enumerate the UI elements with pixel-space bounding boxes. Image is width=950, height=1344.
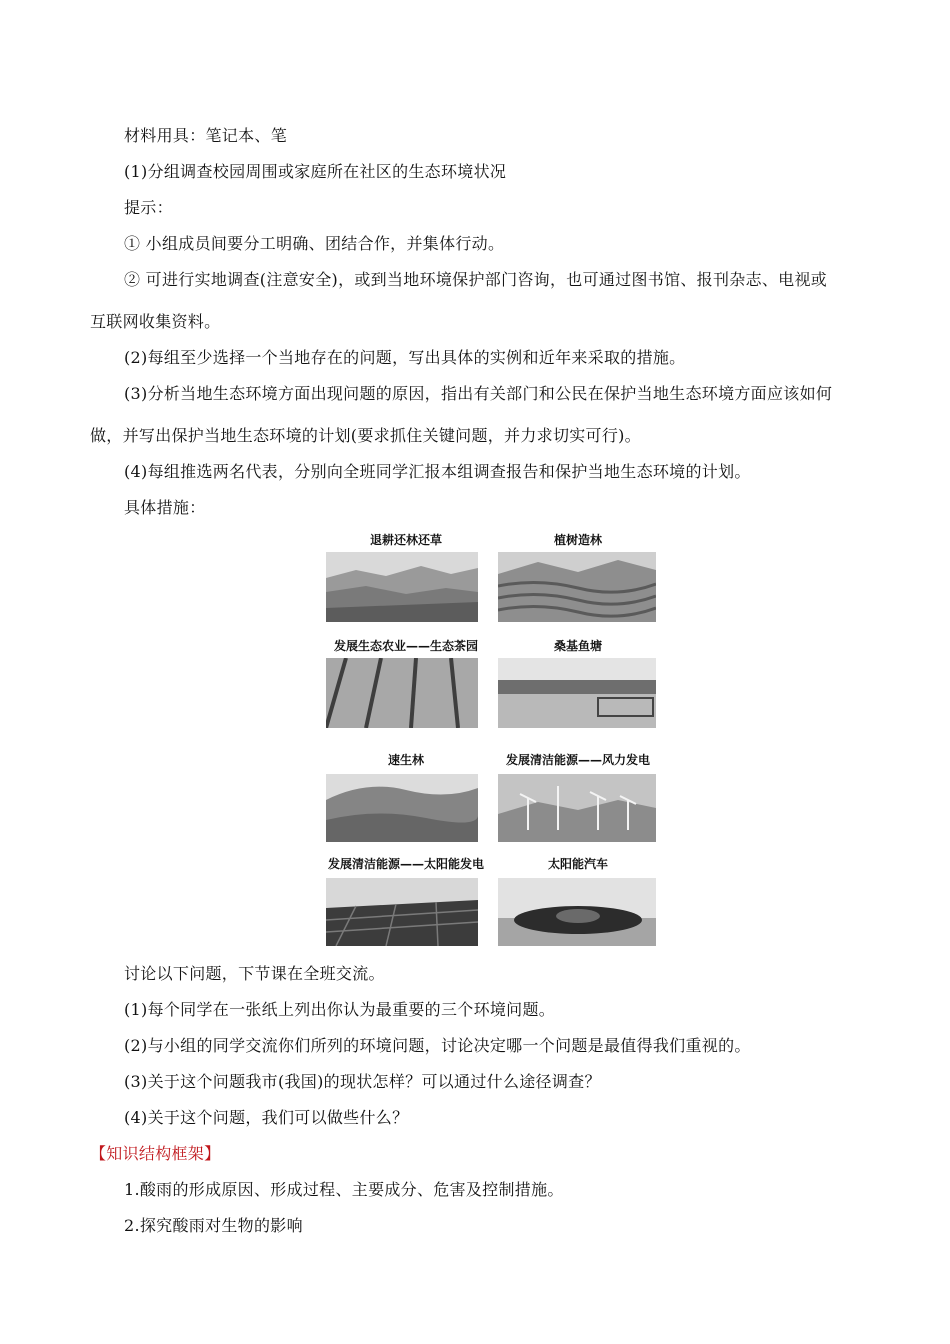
step-4: (4)每组推选两名代表，分别向全班同学汇报本组调查报告和保护当地生态环境的计划。 [124, 462, 751, 481]
measure-caption: 发展生态农业——生态茶园 [333, 639, 478, 653]
step-3-line-2: 做，并写出保护当地生态环境的计划(要求抓住关键问题，并力求切实可行)。 [90, 426, 641, 445]
framework-heading: 【知识结构框架】 [90, 1144, 221, 1163]
measure-caption: 发展清洁能源——太阳能发电 [327, 857, 484, 871]
measure-caption: 太阳能汽车 [547, 857, 608, 871]
framework-item-2: 2.探究酸雨对生物的影响 [124, 1216, 303, 1235]
step-2: (2)每组至少选择一个当地存在的问题，写出具体的实例和近年来采取的措施。 [124, 348, 686, 367]
materials-line: 材料用具：笔记本、笔 [124, 126, 288, 145]
tea-garden-photo-icon [326, 658, 478, 728]
wind-turbines-photo-icon [498, 774, 656, 842]
hillside-planting-photo-icon [498, 552, 656, 622]
discussion-intro: 讨论以下问题，下节课在全班交流。 [124, 964, 385, 983]
measure-caption: 退耕还林还草 [369, 533, 442, 547]
grassland-photo-icon [326, 552, 478, 622]
discussion-q1: (1)每个同学在一张纸上列出你认为最重要的三个环境问题。 [124, 1000, 556, 1019]
framework-item-1: 1.酸雨的形成原因、形成过程、主要成分、危害及控制措施。 [124, 1180, 564, 1199]
measures-figure [322, 530, 662, 948]
solar-panels-photo-icon [326, 878, 478, 946]
step-1: (1)分组调查校园周围或家庭所在社区的生态环境状况 [124, 162, 507, 181]
hint-2-line-2: 互联网收集资料。 [90, 312, 221, 331]
fast-growing-forest-photo-icon [326, 774, 478, 842]
fish-pond-photo-icon [498, 658, 656, 728]
discussion-q2: (2)与小组的同学交流你们所列的环境问题，讨论决定哪一个问题是最值得我们重视的。 [124, 1036, 751, 1055]
hint-label: 提示： [124, 198, 173, 217]
hint-2-line-1: ② 可进行实地调查(注意安全)，或到当地环境保护部门咨询，也可通过图书馆、报刊杂志、电视或 [124, 270, 828, 289]
measure-caption: 植树造林 [553, 533, 602, 547]
measure-caption: 发展清洁能源——风力发电 [505, 753, 650, 767]
discussion-q4: (4)关于这个问题，我们可以做些什么？ [124, 1108, 409, 1127]
measures-label: 具体措施： [124, 498, 206, 517]
measure-caption: 速生林 [387, 753, 424, 767]
solar-car-photo-icon [498, 878, 656, 946]
hint-1: ① 小组成员间要分工明确、团结合作，并集体行动。 [124, 234, 505, 253]
step-3-line-1: (3)分析当地生态环境方面出现问题的原因，指出有关部门和公民在保护当地生态环境方面应该如何 [124, 384, 833, 403]
measure-caption: 桑基鱼塘 [553, 639, 602, 653]
discussion-q3: (3)关于这个问题我市(我国)的现状怎样？可以通过什么途径调查？ [124, 1072, 601, 1091]
